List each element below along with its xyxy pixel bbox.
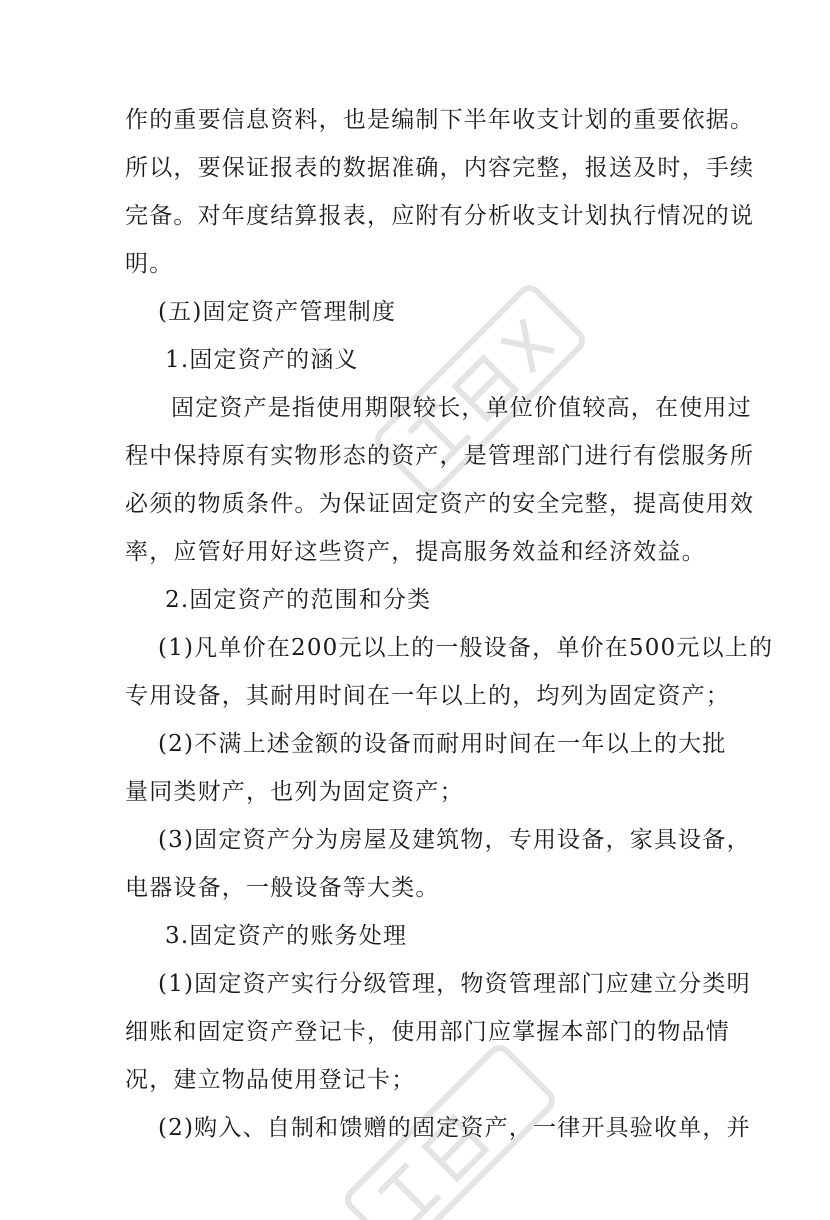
text-line: 程中保持原有实物形态的资产，是管理部门进行有偿服务所 [125, 443, 755, 469]
text-line: 作的重要信息资料，也是编制下半年收支计划的重要依据。 [125, 107, 755, 133]
text-line: 况，建立物品使用登记卡； [125, 1067, 416, 1093]
text-line: (1)凡单价在200元以上的一般设备，单价在500元以上的 [158, 635, 774, 661]
text-line: 电器设备，一般设备等大类。 [125, 875, 440, 901]
document-body [125, 96, 774, 1152]
section-heading: (五)固定资产管理制度 [158, 299, 397, 325]
text-line: 专用设备，其耐用时间在一年以上的，均列为固定资产； [125, 683, 730, 709]
text-line: 率，应管好用好这些资产，提高服务效益和经济效益。 [125, 539, 706, 565]
subsection-heading: 1.固定资产的涵义 [165, 347, 359, 373]
subsection-heading: 2.固定资产的范围和分类 [165, 587, 432, 613]
text-line: 所以，要保证报表的数据准确，内容完整，报送及时，手续 [125, 155, 755, 181]
text-line: 量同类财产，也列为固定资产； [125, 779, 464, 805]
text-line: 细账和固定资产登记卡，使用部门应掌握本部门的物品情 [125, 1019, 730, 1045]
text-line: (2)不满上述金额的设备而耐用时间在一年以上的大批 [158, 731, 727, 757]
text-line: 明。 [125, 251, 174, 277]
subsection-heading: 3.固定资产的账务处理 [165, 923, 408, 949]
text-line: (3)固定资产分为房屋及建筑物，专用设备，家具设备， [158, 827, 751, 853]
text-line: 必须的物质条件。为保证固定资产的安全完整，提高使用效 [125, 491, 755, 517]
text-line: (1)固定资产实行分级管理，物资管理部门应建立分类明 [158, 971, 751, 997]
text-line: 完备。对年度结算报表，应附有分析收支计划执行情况的说 [125, 203, 755, 229]
text-line: 固定资产是指使用期限较长，单位价值较高，在使用过 [171, 395, 752, 421]
text-line: (2)购入、自制和馈赠的固定资产，一律开具验收单，并 [158, 1115, 751, 1141]
